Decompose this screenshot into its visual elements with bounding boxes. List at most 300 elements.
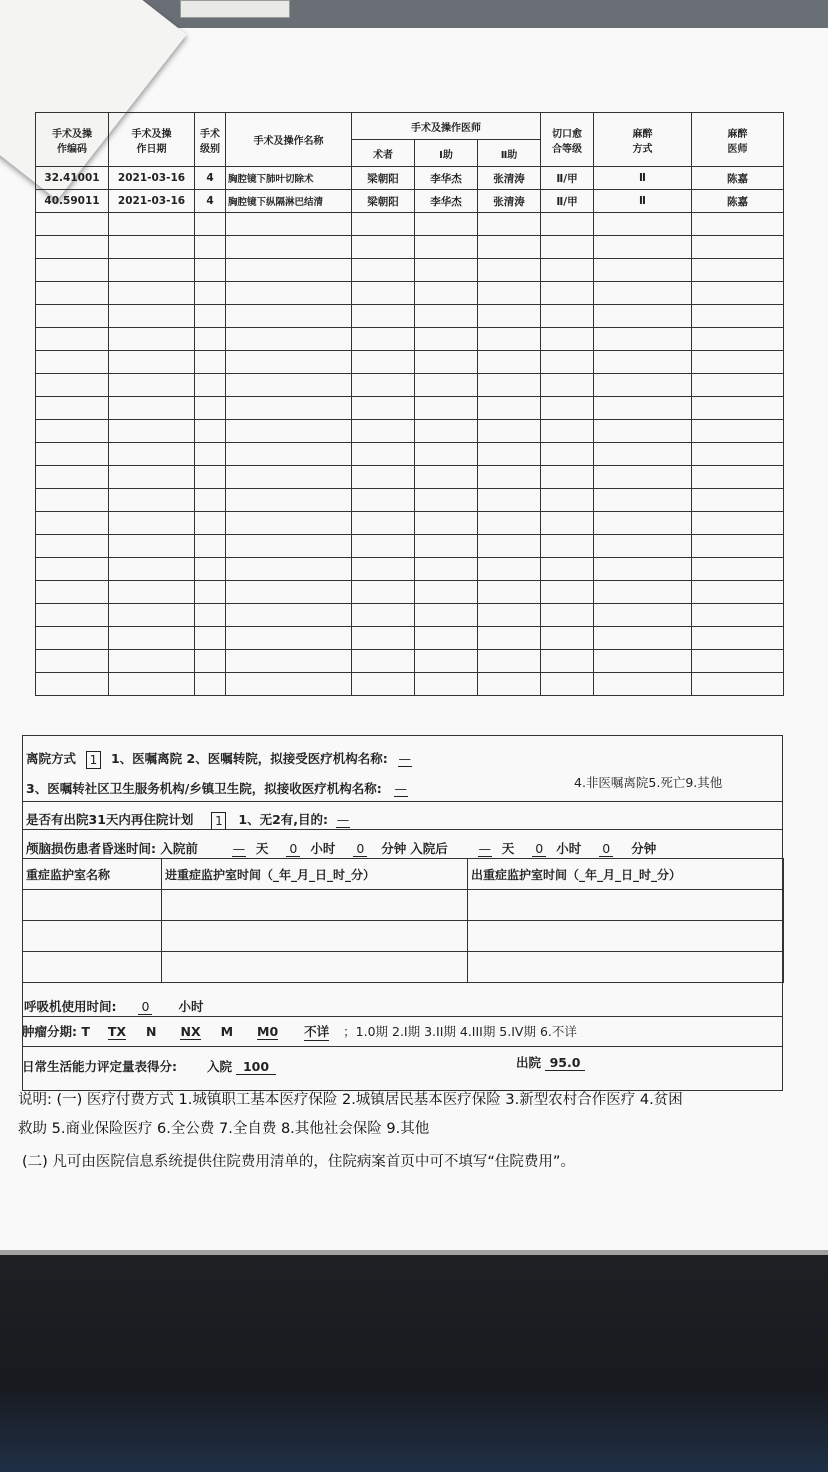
- empty-cell[interactable]: [541, 351, 594, 374]
- empty-cell[interactable]: [478, 374, 541, 397]
- empty-cell[interactable]: [352, 466, 415, 489]
- empty-cell[interactable]: [226, 466, 352, 489]
- empty-cell[interactable]: [692, 489, 784, 512]
- empty-cell[interactable]: [478, 535, 541, 558]
- empty-cell[interactable]: [594, 374, 692, 397]
- empty-cell[interactable]: [478, 604, 541, 627]
- empty-cell[interactable]: [415, 581, 478, 604]
- discharge-line-1: [26, 749, 412, 769]
- op-surgeon: 梁朝阳: [352, 167, 415, 190]
- discharge-value-box[interactable]: 1: [86, 751, 101, 769]
- empty-cell[interactable]: [478, 443, 541, 466]
- readmission-options: 1、无2有,目的:: [238, 812, 329, 827]
- empty-cell[interactable]: [594, 558, 692, 581]
- empty-cell[interactable]: [478, 581, 541, 604]
- receiving-institution-field[interactable]: —: [398, 751, 411, 766]
- coma-after-minutes[interactable]: 0: [599, 841, 613, 857]
- empty-cell[interactable]: [541, 535, 594, 558]
- empty-cell[interactable]: [352, 328, 415, 351]
- empty-cell[interactable]: [478, 305, 541, 328]
- empty-cell[interactable]: [226, 328, 352, 351]
- op-date: 2021-03-16: [109, 167, 195, 190]
- empty-cell[interactable]: [541, 604, 594, 627]
- empty-cell[interactable]: [692, 673, 784, 696]
- empty-cell[interactable]: [109, 489, 195, 512]
- empty-cell[interactable]: [415, 397, 478, 420]
- coma-before-minutes[interactable]: 0: [353, 841, 367, 857]
- empty-cell[interactable]: [541, 282, 594, 305]
- coma-label: 颅脑损伤患者昏迷时间: 入院前: [26, 841, 198, 856]
- empty-cell[interactable]: [692, 581, 784, 604]
- empty-cell[interactable]: [226, 305, 352, 328]
- empty-cell[interactable]: [478, 512, 541, 535]
- coma-after-days[interactable]: —: [478, 841, 492, 856]
- empty-cell[interactable]: [36, 650, 109, 673]
- tumor-t-field[interactable]: TX: [107, 1024, 127, 1039]
- empty-cell[interactable]: [109, 236, 195, 259]
- empty-cell[interactable]: [226, 558, 352, 581]
- minute-unit: 分钟: [381, 841, 407, 856]
- empty-cell[interactable]: [226, 581, 352, 604]
- empty-cell[interactable]: [415, 673, 478, 696]
- empty-cell[interactable]: [478, 236, 541, 259]
- empty-cell[interactable]: [109, 535, 195, 558]
- empty-cell[interactable]: [226, 420, 352, 443]
- op-name: 胸腔镜下肺叶切除术: [226, 167, 352, 190]
- empty-cell[interactable]: [36, 604, 109, 627]
- empty-cell[interactable]: [692, 604, 784, 627]
- empty-cell[interactable]: [352, 535, 415, 558]
- empty-cell[interactable]: [594, 213, 692, 236]
- empty-cell[interactable]: [478, 558, 541, 581]
- empty-cell[interactable]: [352, 581, 415, 604]
- empty-cell[interactable]: [36, 213, 109, 236]
- empty-cell[interactable]: [226, 236, 352, 259]
- empty-cell[interactable]: [226, 351, 352, 374]
- empty-cell[interactable]: [195, 581, 226, 604]
- empty-cell[interactable]: [36, 374, 109, 397]
- empty-cell[interactable]: [36, 558, 109, 581]
- empty-cell[interactable]: [36, 443, 109, 466]
- tumor-m-label: M: [220, 1024, 234, 1039]
- empty-cell[interactable]: [692, 374, 784, 397]
- adl-admit-field[interactable]: 100: [236, 1059, 276, 1075]
- empty-cell[interactable]: [109, 604, 195, 627]
- adl-label: 日常生活能力评定量表得分:: [22, 1059, 177, 1074]
- empty-cell[interactable]: [541, 673, 594, 696]
- readmission-line: [26, 810, 350, 830]
- header-assistant1: Ⅰ助: [415, 140, 478, 167]
- empty-cell[interactable]: [541, 236, 594, 259]
- empty-cell[interactable]: [352, 512, 415, 535]
- empty-cell[interactable]: [352, 282, 415, 305]
- empty-cell[interactable]: [36, 673, 109, 696]
- empty-cell[interactable]: [195, 420, 226, 443]
- divider: [22, 1046, 783, 1047]
- empty-cell[interactable]: [36, 351, 109, 374]
- empty-cell[interactable]: [478, 351, 541, 374]
- divider: [22, 1016, 783, 1017]
- empty-cell[interactable]: [226, 259, 352, 282]
- empty-cell[interactable]: [195, 627, 226, 650]
- empty-cell[interactable]: [415, 604, 478, 627]
- table-row: [36, 627, 784, 650]
- tumor-stage-field[interactable]: 不详: [304, 1024, 330, 1039]
- empty-cell[interactable]: [415, 512, 478, 535]
- tumor-label: 肿瘤分期: T: [22, 1024, 90, 1039]
- table-row: [36, 535, 784, 558]
- empty-cell[interactable]: [109, 374, 195, 397]
- empty-cell[interactable]: [36, 627, 109, 650]
- empty-cell[interactable]: [226, 397, 352, 420]
- empty-cell[interactable]: [109, 259, 195, 282]
- empty-cell[interactable]: [594, 328, 692, 351]
- icu-name-cell[interactable]: [23, 952, 162, 983]
- empty-cell[interactable]: [541, 650, 594, 673]
- empty-cell[interactable]: [692, 443, 784, 466]
- empty-cell[interactable]: [195, 558, 226, 581]
- coma-before-days[interactable]: —: [232, 841, 246, 856]
- notes-line-2: 救助 5.商业保险医疗 6.全公费 7.全自费 8.其他社会保险 9.其他: [18, 1121, 430, 1137]
- icu-table: [22, 858, 784, 983]
- table-row: [36, 581, 784, 604]
- empty-cell[interactable]: [36, 512, 109, 535]
- empty-cell[interactable]: [195, 512, 226, 535]
- empty-cell[interactable]: [541, 512, 594, 535]
- empty-cell[interactable]: [692, 397, 784, 420]
- empty-cell[interactable]: [594, 236, 692, 259]
- empty-cell[interactable]: [352, 489, 415, 512]
- empty-cell[interactable]: [415, 627, 478, 650]
- discharge-options: 1、医嘱离院 2、医嘱转院，拟接受医疗机构名称:: [110, 751, 388, 766]
- coma-time-line: [26, 839, 766, 857]
- empty-cell[interactable]: [195, 351, 226, 374]
- empty-cell[interactable]: [594, 420, 692, 443]
- empty-cell[interactable]: [594, 305, 692, 328]
- empty-cell[interactable]: [195, 489, 226, 512]
- empty-cell[interactable]: [352, 351, 415, 374]
- icu-out-cell[interactable]: [468, 952, 784, 983]
- icu-header-out: 出重症监护室时间（_年_月_日_时_分）: [468, 859, 784, 890]
- empty-cell[interactable]: [352, 420, 415, 443]
- empty-cell[interactable]: [692, 236, 784, 259]
- empty-cell[interactable]: [541, 420, 594, 443]
- empty-cell[interactable]: [36, 236, 109, 259]
- empty-cell[interactable]: [478, 489, 541, 512]
- empty-cell[interactable]: [109, 673, 195, 696]
- empty-cell[interactable]: [594, 466, 692, 489]
- op-date: 2021-03-16: [109, 190, 195, 213]
- table-row: [36, 512, 784, 535]
- empty-cell[interactable]: [415, 282, 478, 305]
- empty-cell[interactable]: [352, 627, 415, 650]
- empty-cell[interactable]: [36, 328, 109, 351]
- empty-cell[interactable]: [415, 305, 478, 328]
- adl-discharge-field[interactable]: 95.0: [545, 1055, 585, 1071]
- op-anesthesia: Ⅱ: [594, 167, 692, 190]
- empty-cell[interactable]: [594, 581, 692, 604]
- discharge-label: 离院方式: [26, 751, 77, 766]
- empty-cell[interactable]: [109, 650, 195, 673]
- empty-cell[interactable]: [226, 489, 352, 512]
- empty-cell[interactable]: [692, 512, 784, 535]
- empty-cell[interactable]: [594, 351, 692, 374]
- empty-cell[interactable]: [692, 627, 784, 650]
- empty-cell[interactable]: [594, 627, 692, 650]
- ventilator-hours-field[interactable]: 0: [138, 999, 152, 1015]
- notes-line-1: 说明: (一) 医疗付费方式 1.城镇职工基本医疗保险 2.城镇居民基本医疗保险 3.新型农村合作医疗 4.贫困: [18, 1092, 683, 1108]
- empty-cell[interactable]: [195, 443, 226, 466]
- ventilator-unit: 小时: [178, 999, 204, 1014]
- empty-cell[interactable]: [594, 259, 692, 282]
- empty-cell[interactable]: [352, 650, 415, 673]
- day-unit: 天: [255, 841, 269, 856]
- empty-cell[interactable]: [594, 489, 692, 512]
- empty-cell[interactable]: [478, 466, 541, 489]
- adl-line: [22, 1057, 762, 1075]
- empty-cell[interactable]: [109, 627, 195, 650]
- empty-cell[interactable]: [594, 535, 692, 558]
- table-row: [36, 167, 784, 190]
- empty-cell[interactable]: [415, 558, 478, 581]
- empty-cell[interactable]: [692, 420, 784, 443]
- empty-cell[interactable]: [226, 627, 352, 650]
- table-row: [36, 443, 784, 466]
- icu-out-cell[interactable]: [468, 921, 784, 952]
- table-row: [36, 558, 784, 581]
- empty-cell[interactable]: [594, 604, 692, 627]
- empty-cell[interactable]: [109, 443, 195, 466]
- empty-cell[interactable]: [541, 443, 594, 466]
- empty-cell[interactable]: [352, 397, 415, 420]
- empty-cell[interactable]: [352, 305, 415, 328]
- empty-cell[interactable]: [109, 351, 195, 374]
- op-assistant1: 李华杰: [415, 167, 478, 190]
- empty-cell[interactable]: [109, 213, 195, 236]
- op-assistant2: 张清涛: [478, 190, 541, 213]
- table-row: [36, 236, 784, 259]
- empty-cell[interactable]: [195, 213, 226, 236]
- header-anesthesiologist: 麻醉 医师: [692, 113, 784, 167]
- empty-cell[interactable]: [594, 650, 692, 673]
- empty-cell[interactable]: [541, 213, 594, 236]
- empty-cell[interactable]: [692, 650, 784, 673]
- empty-cell[interactable]: [352, 558, 415, 581]
- hour-unit: 小时: [556, 841, 582, 856]
- table-row: [23, 952, 784, 983]
- empty-cell[interactable]: [352, 673, 415, 696]
- header-code: 手术及操 作编码: [36, 113, 109, 167]
- empty-cell[interactable]: [692, 213, 784, 236]
- op-assistant2: 张清涛: [478, 167, 541, 190]
- empty-cell[interactable]: [226, 673, 352, 696]
- readmission-purpose-field[interactable]: —: [336, 812, 350, 827]
- empty-cell[interactable]: [692, 282, 784, 305]
- empty-cell[interactable]: [195, 466, 226, 489]
- empty-cell[interactable]: [352, 236, 415, 259]
- empty-cell[interactable]: [36, 420, 109, 443]
- empty-cell[interactable]: [541, 627, 594, 650]
- empty-cell[interactable]: [109, 328, 195, 351]
- empty-cell[interactable]: [109, 305, 195, 328]
- empty-cell[interactable]: [415, 466, 478, 489]
- table-row: [23, 921, 784, 952]
- empty-cell[interactable]: [594, 397, 692, 420]
- icu-out-cell[interactable]: [468, 890, 784, 921]
- empty-cell[interactable]: [352, 374, 415, 397]
- empty-cell[interactable]: [541, 259, 594, 282]
- op-level: 4: [195, 190, 226, 213]
- empty-cell[interactable]: [415, 328, 478, 351]
- empty-cell[interactable]: [692, 535, 784, 558]
- empty-cell[interactable]: [478, 259, 541, 282]
- operations-table: [35, 112, 784, 696]
- empty-cell[interactable]: [36, 282, 109, 305]
- table-row: [36, 650, 784, 673]
- empty-cell[interactable]: [226, 213, 352, 236]
- empty-cell[interactable]: [109, 397, 195, 420]
- empty-cell[interactable]: [195, 374, 226, 397]
- empty-cell[interactable]: [36, 397, 109, 420]
- empty-cell[interactable]: [541, 581, 594, 604]
- empty-cell[interactable]: [692, 305, 784, 328]
- empty-cell[interactable]: [36, 305, 109, 328]
- empty-cell[interactable]: [195, 328, 226, 351]
- empty-cell[interactable]: [541, 489, 594, 512]
- empty-cell[interactable]: [226, 374, 352, 397]
- table-row: [36, 282, 784, 305]
- empty-cell[interactable]: [195, 305, 226, 328]
- empty-cell[interactable]: [195, 535, 226, 558]
- empty-cell[interactable]: [226, 282, 352, 305]
- empty-cell[interactable]: [352, 259, 415, 282]
- empty-cell[interactable]: [541, 374, 594, 397]
- op-level: 4: [195, 167, 226, 190]
- discharge-line-2: [26, 779, 408, 797]
- empty-cell[interactable]: [692, 466, 784, 489]
- empty-cell[interactable]: [226, 512, 352, 535]
- empty-cell[interactable]: [109, 512, 195, 535]
- empty-cell[interactable]: [352, 443, 415, 466]
- empty-cell[interactable]: [478, 420, 541, 443]
- empty-cell[interactable]: [415, 351, 478, 374]
- empty-cell[interactable]: [226, 650, 352, 673]
- notes-line-3: (二) 凡可由医院信息系统提供住院费用清单的，住院病案首页中可不填写“住院费用”。: [22, 1154, 575, 1170]
- empty-cell[interactable]: [195, 397, 226, 420]
- empty-cell[interactable]: [195, 236, 226, 259]
- empty-cell[interactable]: [415, 374, 478, 397]
- op-anesthesiologist: 陈嘉: [692, 190, 784, 213]
- empty-cell[interactable]: [478, 397, 541, 420]
- empty-cell[interactable]: [195, 673, 226, 696]
- empty-cell[interactable]: [478, 328, 541, 351]
- table-row: [36, 305, 784, 328]
- icu-in-cell[interactable]: [162, 890, 468, 921]
- divider: [22, 829, 783, 830]
- table-row: [36, 213, 784, 236]
- empty-cell[interactable]: [195, 604, 226, 627]
- readmission-label: 是否有出院31天内再住院计划: [26, 812, 194, 827]
- table-row: [36, 351, 784, 374]
- empty-cell[interactable]: [415, 213, 478, 236]
- adl-admit-label: 入院: [206, 1059, 232, 1074]
- empty-cell[interactable]: [36, 581, 109, 604]
- empty-cell[interactable]: [415, 420, 478, 443]
- empty-cell[interactable]: [195, 282, 226, 305]
- icu-name-cell[interactable]: [23, 921, 162, 952]
- empty-cell[interactable]: [195, 259, 226, 282]
- divider: [22, 801, 783, 802]
- empty-cell[interactable]: [415, 443, 478, 466]
- empty-cell[interactable]: [478, 282, 541, 305]
- empty-cell[interactable]: [541, 305, 594, 328]
- empty-cell[interactable]: [541, 558, 594, 581]
- community-institution-field[interactable]: —: [394, 781, 407, 796]
- empty-cell[interactable]: [541, 466, 594, 489]
- empty-cell[interactable]: [36, 466, 109, 489]
- empty-cell[interactable]: [109, 282, 195, 305]
- empty-cell[interactable]: [692, 328, 784, 351]
- empty-cell[interactable]: [109, 558, 195, 581]
- empty-cell[interactable]: [415, 650, 478, 673]
- coma-after-label: 入院后: [410, 841, 448, 856]
- empty-cell[interactable]: [594, 673, 692, 696]
- coma-after-hours[interactable]: 0: [532, 841, 546, 857]
- icu-in-cell[interactable]: [162, 921, 468, 952]
- empty-cell[interactable]: [692, 259, 784, 282]
- hour-unit: 小时: [310, 841, 336, 856]
- empty-cell[interactable]: [352, 213, 415, 236]
- icu-in-cell[interactable]: [162, 952, 468, 983]
- coma-before-hours[interactable]: 0: [286, 841, 300, 857]
- readmission-value-box[interactable]: 1: [211, 812, 226, 830]
- empty-cell[interactable]: [415, 259, 478, 282]
- empty-cell[interactable]: [594, 512, 692, 535]
- empty-cell[interactable]: [109, 420, 195, 443]
- empty-cell[interactable]: [594, 282, 692, 305]
- icu-header-name: 重症监护室名称: [23, 859, 162, 890]
- empty-cell[interactable]: [109, 466, 195, 489]
- empty-cell[interactable]: [226, 535, 352, 558]
- empty-cell[interactable]: [195, 650, 226, 673]
- empty-cell[interactable]: [36, 259, 109, 282]
- tumor-m-field[interactable]: M0: [257, 1024, 279, 1039]
- empty-cell[interactable]: [594, 443, 692, 466]
- empty-cell[interactable]: [692, 558, 784, 581]
- table-row: [36, 489, 784, 512]
- empty-cell[interactable]: [541, 328, 594, 351]
- empty-cell[interactable]: [415, 236, 478, 259]
- empty-cell[interactable]: [226, 604, 352, 627]
- tumor-n-field[interactable]: NX: [180, 1024, 201, 1039]
- empty-cell[interactable]: [352, 604, 415, 627]
- empty-cell[interactable]: [36, 535, 109, 558]
- icu-name-cell[interactable]: [23, 890, 162, 921]
- empty-cell[interactable]: [478, 627, 541, 650]
- empty-cell[interactable]: [415, 489, 478, 512]
- empty-cell[interactable]: [415, 535, 478, 558]
- empty-cell[interactable]: [541, 397, 594, 420]
- empty-cell[interactable]: [478, 213, 541, 236]
- empty-cell[interactable]: [692, 351, 784, 374]
- empty-cell[interactable]: [478, 673, 541, 696]
- empty-cell[interactable]: [109, 581, 195, 604]
- empty-cell[interactable]: [226, 443, 352, 466]
- header-anesthesia-method: 麻醉 方式: [594, 113, 692, 167]
- empty-cell[interactable]: [478, 650, 541, 673]
- empty-cell[interactable]: [36, 489, 109, 512]
- op-name: 胸腔镜下纵隔淋巴结清: [226, 190, 352, 213]
